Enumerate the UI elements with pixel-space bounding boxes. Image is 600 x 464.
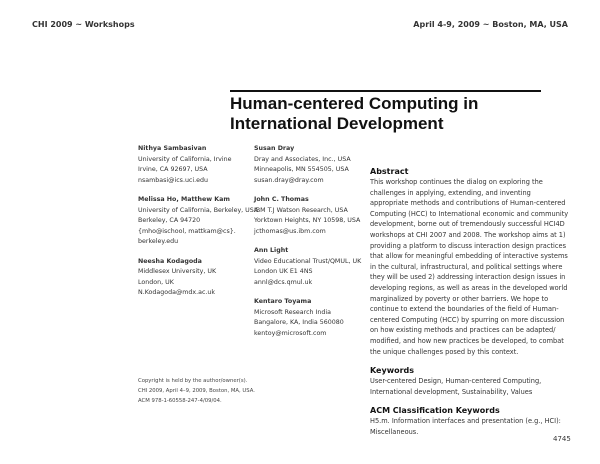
author-name: Kentaro Toyama — [254, 298, 312, 305]
author-affiliation-line: Yorktown Heights, NY 10598, USA — [254, 217, 361, 224]
acm-text: H5.m. Information interfaces and presentation (e.g., HCI): Miscellaneous. — [370, 417, 561, 436]
author-affiliation-line: Middlesex University, UK — [138, 268, 217, 275]
author-block — [138, 257, 258, 299]
author-affiliation-line: Irvine, CA 92697, USA — [138, 166, 208, 173]
copyright-line: ACM 978-1-60558-247-4/09/04. — [138, 398, 222, 404]
author-affiliation-line: {mho@ischool, mattkam@cs}. — [138, 227, 236, 235]
authors-column-2 — [254, 144, 361, 348]
header-conference: CHI 2009 ~ Workshops — [32, 20, 135, 29]
author-affiliation-line: Microsoft Research India — [254, 308, 331, 316]
authors-column-1 — [138, 144, 258, 308]
author-affiliation-line: London, UK — [138, 278, 174, 286]
author-affiliation-line: jcthomas@us.ibm.com — [254, 227, 326, 235]
copyright-block — [138, 376, 255, 406]
author-affiliation-line: berkeley.edu — [138, 238, 179, 245]
title-rule — [230, 90, 541, 92]
author-affiliation-line: Berkeley, CA 94720 — [138, 217, 201, 224]
author-affiliation-line: Bangalore, KA, India 560080 — [254, 319, 344, 326]
author-affiliation-line: IBM T.J Watson Research, USA — [254, 206, 348, 214]
author-affiliation-line: kentoy@microsoft.com — [254, 329, 327, 337]
author-affiliation-line: Video Educational Trust/QMUL, UK — [254, 257, 362, 265]
paper-title — [230, 94, 478, 134]
title-line: Human-centered Computing in — [230, 94, 479, 113]
author-block — [254, 195, 361, 237]
author-name: Neesha Kodagoda — [138, 257, 202, 265]
copyright-line: CHI 2009, April 4–9, 2009, Boston, MA, USA. — [138, 388, 255, 394]
author-block — [254, 246, 361, 288]
title-line: International Development — [230, 114, 444, 133]
keywords-text: User-centered Design, Human-centered Computing, International development, Sustainability, Values — [370, 377, 542, 396]
author-affiliation-line: susan.dray@dray.com — [254, 176, 324, 184]
author-block — [138, 144, 258, 186]
author-block — [254, 144, 361, 186]
author-block — [254, 297, 361, 339]
abstract-heading: Abstract — [370, 167, 409, 176]
keywords-heading: Keywords — [370, 366, 415, 376]
author-affiliation-line: N.Kodagoda@mdx.ac.uk — [138, 289, 216, 296]
author-affiliation-line: University of California, Berkeley, USA — [138, 206, 259, 214]
author-affiliation-line: Minneapolis, MN 554505, USA — [254, 166, 349, 173]
header-date-location: April 4-9, 2009 ~ Boston, MA, USA — [413, 20, 568, 29]
acm-heading: ACM Classification Keywords — [370, 406, 500, 416]
author-block — [138, 195, 258, 248]
abstract-text: This workshop continues the dialog on exploring the challenges in applying, extending, and inventing appropriate methods and contributions of Human-centered Computing (HCC) to International economic and community development, borne out of tremendously successful HCI4D workshops at CHI 2007 and 2008. The workshop aims at 1) providing a platform to discuss interaction design practices that allow for meaningful embedding of interactive systems in the cultural, infrastructural, and political settings where they will be used 2) addressing interaction design issues in developing regions, as well as areas in the developed world marginalized by poverty or other barriers. We hope to continue to extend the boundaries of the field of Human-centered Computing (HCC) by spurring on more discussion on how existing methods and practices can be adapted/ modified, and how new practices be developed, to combat the unique challenges posed by this context. — [370, 178, 569, 356]
right-column — [370, 166, 570, 445]
author-affiliation-line: annl@dcs.qmul.uk — [254, 278, 313, 286]
author-affiliation-line: University of California, Irvine — [138, 155, 232, 163]
author-name: Nithya Sambasivan — [138, 145, 207, 152]
author-affiliation-line: Dray and Associates, Inc., USA — [254, 155, 351, 163]
page-number: 4745 — [553, 435, 571, 443]
author-affiliation-line: nsambasi@ics.uci.edu — [138, 176, 209, 184]
copyright-line: Copyright is held by the author/owner(s). — [138, 378, 248, 384]
author-name: Melissa Ho, Matthew Kam — [138, 196, 230, 203]
author-affiliation-line: London UK E1 4NS — [254, 268, 313, 275]
author-name: Susan Dray — [254, 145, 295, 152]
author-name: John C. Thomas — [254, 196, 309, 203]
author-name: Ann Light — [254, 247, 289, 254]
